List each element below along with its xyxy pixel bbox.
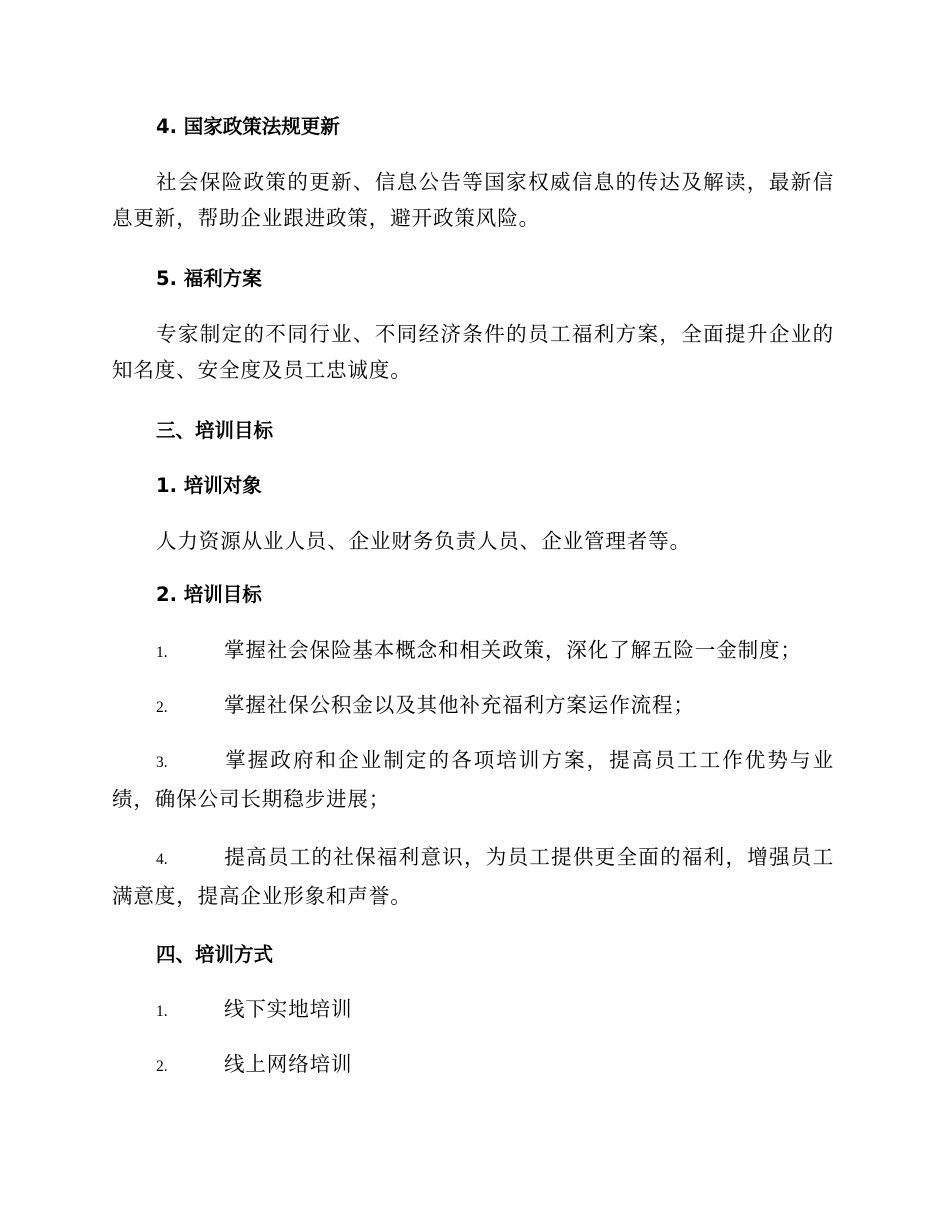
paragraph-policy-updates: 社会保险政策的更新、信息公告等国家权威信息的传达及解读，最新信息更新，帮助企业跟进政策，避开政策风险。 (112, 170, 834, 230)
section-heading-welfare-plan: 5. 福利方案 (156, 267, 262, 290)
paragraph-welfare-plan: 专家制定的不同行业、不同经济条件的员工福利方案，全面提升企业的知名度、安全度及员工忠诚度。 (112, 322, 834, 382)
list-item-text: 掌握社保公积金以及其他补充福利方案运作流程； (224, 693, 695, 717)
list-item-number: 4. (156, 851, 168, 868)
list-item (112, 687, 834, 726)
list-item (112, 632, 834, 671)
list-item-text: 掌握政府和企业制定的各项培训方案，提高员工工作优势与业绩，确保公司长期稳步进展； (112, 748, 834, 811)
part-heading-training-methods: 四、培训方式 (156, 943, 274, 966)
section-heading-policy-updates: 4. 国家政策法规更新 (156, 115, 340, 138)
part-heading-training-goals: 三、培训目标 (156, 419, 274, 442)
list-item (112, 1046, 834, 1085)
list-item-text: 掌握社会保险基本概念和相关政策，深化了解五险一金制度； (224, 638, 802, 662)
list-item-number: 1. (156, 1003, 168, 1020)
subheading-training-audience: 1. 培训对象 (156, 474, 262, 497)
list-item (112, 839, 834, 914)
list-item-text: 线下实地培训 (224, 997, 353, 1021)
list-item (112, 991, 834, 1030)
list-item-number: 2. (156, 699, 168, 716)
list-item-number: 1. (156, 644, 168, 661)
list-item-text: 提高员工的社保福利意识，为员工提供更全面的福利，增强员工满意度，提高企业形象和声誉。 (112, 845, 834, 908)
list-item-number: 2. (156, 1058, 168, 1075)
list-item (112, 742, 834, 817)
paragraph-training-audience: 人力资源从业人员、企业财务负责人员、企业管理者等。 (156, 529, 691, 553)
list-item-text: 线上网络培训 (224, 1052, 353, 1076)
subheading-training-goals: 2. 培训目标 (156, 583, 262, 606)
list-item-number: 3. (156, 754, 168, 771)
